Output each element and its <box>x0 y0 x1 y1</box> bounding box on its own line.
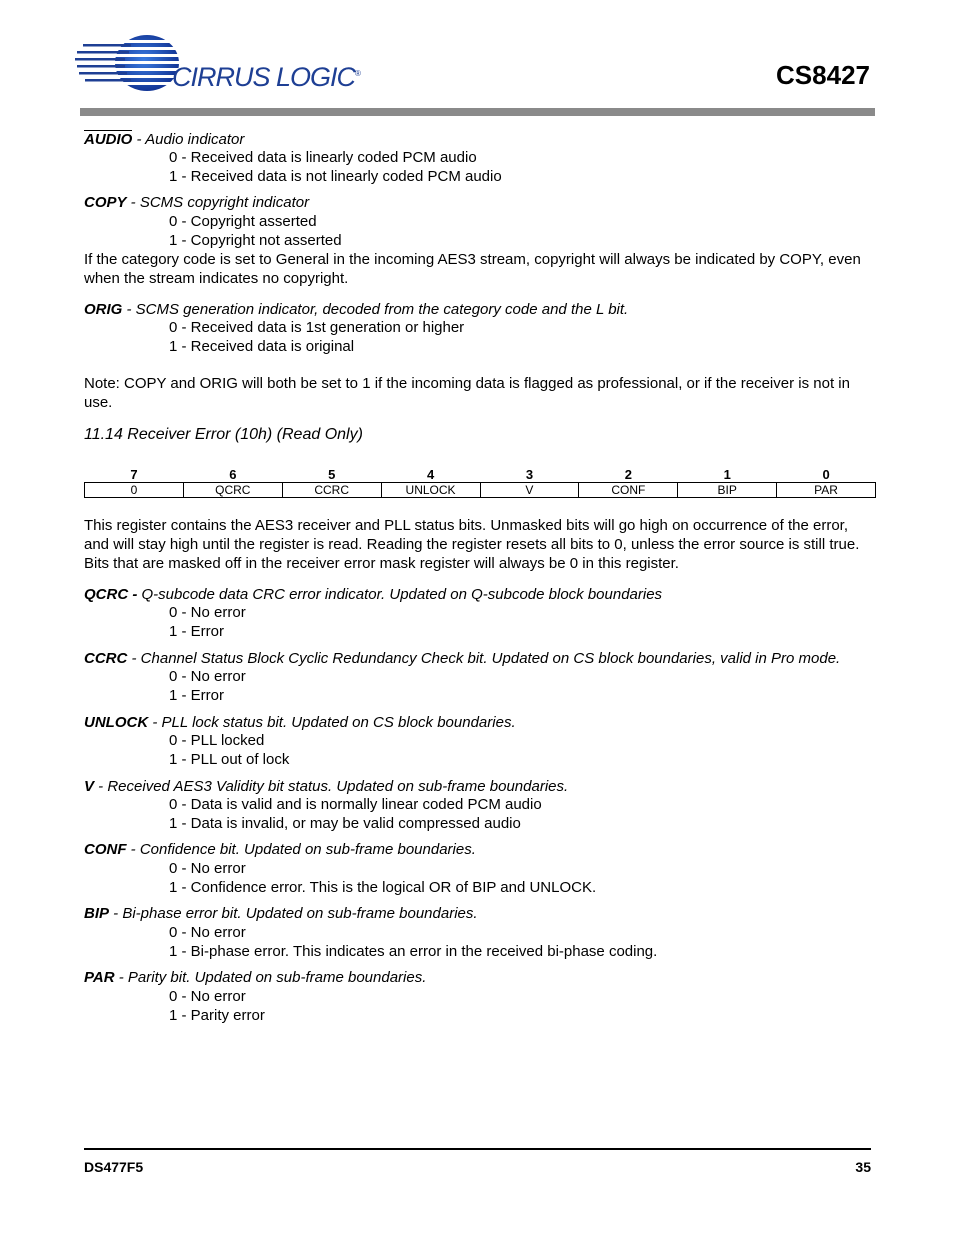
bip-heading: BIP - Bi-phase error bit. Updated on sub-frame boundaries. <box>84 905 478 922</box>
audio-value-1: 1 - Received data is not linearly coded PCM audio <box>169 168 502 185</box>
qcrc-value-0: 0 - No error <box>169 604 246 621</box>
ccrc-value-0: 0 - No error <box>169 668 246 685</box>
bit-field: V <box>480 483 579 498</box>
bit-field: QCRC <box>183 483 282 498</box>
conf-heading: CONF - Confidence bit. Updated on sub-frame boundaries. <box>84 841 476 858</box>
note-paragraph: Note: COPY and ORIG will both be set to 1 if the incoming data is flagged as professional, or if the receiver is not in use. <box>84 375 850 411</box>
bit-field: BIP <box>678 483 777 498</box>
bip-value-1: 1 - Bi-phase error. This indicates an error in the received bi-phase coding. <box>169 943 658 960</box>
audio-term: AUDIO <box>84 131 133 148</box>
qcrc-heading: QCRC - Q-subcode data CRC error indicator. Updated on Q-subcode block boundaries <box>84 586 663 603</box>
copy-value-1: 1 - Copyright not asserted <box>169 232 342 249</box>
bit-number-row <box>85 466 876 483</box>
v-heading: V - Received AES3 Validity bit status. Updated on sub-frame boundaries. <box>84 778 569 795</box>
bit-field: PAR <box>777 483 876 498</box>
bit-number: 5 <box>328 466 336 482</box>
bit-field: UNLOCK <box>381 483 480 498</box>
bit-number: 4 <box>426 466 435 482</box>
conf-value-0: 0 - No error <box>169 860 246 877</box>
footer-rule <box>84 1148 871 1150</box>
copy-heading: COPY - SCMS copyright indicator <box>84 194 310 211</box>
unlock-heading: UNLOCK - PLL lock status bit. Updated on CS block boundaries. <box>84 714 516 731</box>
header-rule <box>80 108 875 116</box>
bit-number: 7 <box>130 466 138 482</box>
copy-value-0: 0 - Copyright asserted <box>169 213 317 230</box>
par-value-1: 1 - Parity error <box>169 1007 265 1024</box>
ccrc-heading: CCRC - Channel Status Block Cyclic Redundancy Check bit. Updated on CS block boundaries, valid in Pro mode. <box>84 650 841 667</box>
v-value-0: 0 - Data is valid and is normally linear coded PCM audio <box>169 796 542 813</box>
orig-value-0: 0 - Received data is 1st generation or higher <box>169 319 465 336</box>
unlock-value-0: 0 - PLL locked <box>169 732 265 749</box>
par-heading: PAR - Parity bit. Updated on sub-frame boundaries. <box>84 969 427 986</box>
bit-number: 1 <box>723 466 731 482</box>
copy-note: If the category code is set to General in the incoming AES3 stream, copyright will always be indicated by COPY, even when the stream indicates no copyright. <box>84 251 861 287</box>
section-title: 11.14 Receiver Error (10h) (Read Only) <box>84 426 363 443</box>
bit-number: 3 <box>525 466 534 482</box>
bip-value-0: 0 - No error <box>169 924 246 941</box>
page-number: 35 <box>855 1159 871 1175</box>
bit-field: CONF <box>579 483 678 498</box>
bit-field-row <box>85 483 876 498</box>
bit-number: 2 <box>624 466 632 482</box>
unlock-value-1: 1 - PLL out of lock <box>169 751 290 768</box>
par-value-0: 0 - No error <box>169 988 246 1005</box>
qcrc-value-1: 1 - Error <box>169 623 225 640</box>
document-id: DS477F5 <box>84 1159 144 1175</box>
bit-number: 6 <box>229 466 237 482</box>
register-table <box>84 466 876 498</box>
audio-value-0: 0 - Received data is linearly coded PCM audio <box>169 149 477 166</box>
bit-number: 0 <box>822 466 830 482</box>
ccrc-value-1: 1 - Error <box>169 687 225 704</box>
bit-field: CCRC <box>282 483 381 498</box>
register-intro: This register contains the AES3 receiver and PLL status bits. Unmasked bits will go high on occurrence of the error, and will stay high until the register is read. Reading the register resets all bits to 0, unless the error source is still true. Bits that are masked off in the receiver error mask register will always be 0 in this register. <box>84 517 860 572</box>
logo-wordmark: CIRRUS LOGIC® <box>172 62 360 92</box>
audio-heading: AUDIO - Audio indicator <box>84 131 245 148</box>
bit-field: 0 <box>85 483 184 498</box>
conf-value-1: 1 - Confidence error. This is the logical OR of BIP and UNLOCK. <box>169 879 597 896</box>
orig-heading: ORIG - SCMS generation indicator, decoded from the category code and the L bit. <box>84 301 629 318</box>
v-value-1: 1 - Data is invalid, or may be valid compressed audio <box>169 815 521 832</box>
part-number: CS8427 <box>776 60 870 90</box>
orig-value-1: 1 - Received data is original <box>169 338 355 355</box>
